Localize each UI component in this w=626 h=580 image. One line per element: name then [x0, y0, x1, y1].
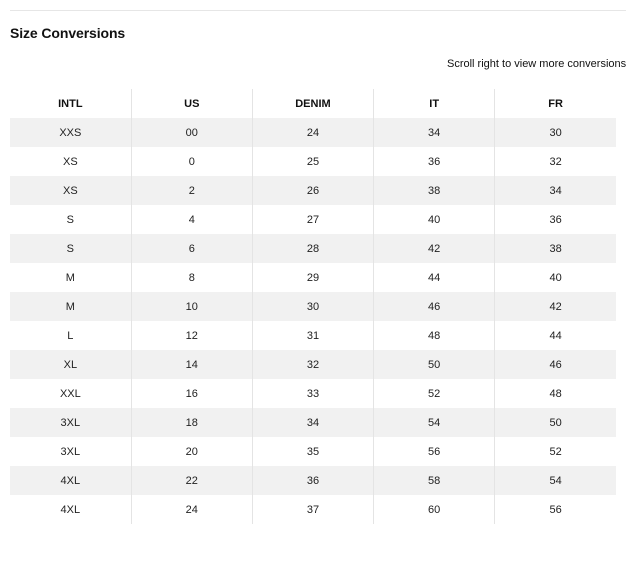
- cell-intl: 3XL: [60, 445, 81, 458]
- cell-denim: 33: [252, 379, 373, 408]
- cell-it: 54: [374, 408, 495, 437]
- cell-it: 46: [374, 292, 495, 321]
- cell-denim: 25: [252, 147, 373, 176]
- cell-fr: 30: [495, 118, 616, 147]
- table-row: [10, 263, 616, 292]
- column-header-us: US: [131, 89, 252, 118]
- cell-it: 38: [374, 176, 495, 205]
- cell-fr: 52: [495, 437, 616, 466]
- top-divider: [10, 10, 626, 11]
- cell-fr: 56: [495, 495, 616, 524]
- cell-it: 44: [374, 263, 495, 292]
- cell-denim: 34: [252, 408, 373, 437]
- column-header-denim: DENIM: [252, 89, 373, 118]
- cell-denim: 29: [252, 263, 373, 292]
- cell-intl: S: [66, 213, 75, 226]
- cell-us: 0: [131, 147, 252, 176]
- table-body: [10, 118, 616, 524]
- cell-denim: 31: [252, 321, 373, 350]
- cell-intl: M: [10, 292, 131, 321]
- cell-intl: L: [67, 329, 74, 342]
- cell-fr: 34: [495, 176, 616, 205]
- cell-denim: 24: [252, 118, 373, 147]
- table-row: [10, 408, 616, 437]
- cell-fr: 40: [495, 263, 616, 292]
- cell-denim: 30: [252, 292, 373, 321]
- cell-us: 10: [131, 292, 252, 321]
- cell-it: 36: [374, 147, 495, 176]
- cell-denim: 36: [252, 466, 373, 495]
- cell-us: 22: [131, 466, 252, 495]
- cell-it: 56: [374, 437, 495, 466]
- cell-fr: 38: [495, 234, 616, 263]
- cell-denim: 26: [252, 176, 373, 205]
- table-row: [10, 379, 616, 408]
- cell-fr: 54: [495, 466, 616, 495]
- cell-intl: XS: [63, 155, 78, 168]
- cell-intl: XXL: [59, 387, 81, 400]
- cell-it: 52: [374, 379, 495, 408]
- cell-denim: 27: [252, 205, 373, 234]
- cell-it: 40: [374, 205, 495, 234]
- column-header-intl: INTL: [58, 97, 83, 110]
- cell-it: 34: [374, 118, 495, 147]
- cell-us: 8: [131, 263, 252, 292]
- cell-it: 60: [374, 495, 495, 524]
- cell-it: 50: [374, 350, 495, 379]
- table-row: [10, 147, 616, 176]
- cell-us: 20: [131, 437, 252, 466]
- table-row: [10, 495, 616, 524]
- cell-intl: XS: [10, 176, 131, 205]
- column-header-fr: FR: [495, 89, 616, 118]
- cell-us: 24: [131, 495, 252, 524]
- cell-fr: 32: [495, 147, 616, 176]
- table-header-row: [10, 89, 616, 118]
- table-row: [10, 350, 616, 379]
- cell-it: 48: [374, 321, 495, 350]
- cell-fr: 36: [495, 205, 616, 234]
- table-row: [10, 466, 616, 495]
- cell-intl: 3XL: [10, 408, 131, 437]
- column-header-it: IT: [374, 89, 495, 118]
- cell-intl: S: [10, 234, 131, 263]
- cell-fr: 44: [495, 321, 616, 350]
- cell-fr: 50: [495, 408, 616, 437]
- table-row: [10, 118, 616, 147]
- cell-denim: 37: [252, 495, 373, 524]
- table-row: [10, 292, 616, 321]
- cell-intl: 4XL: [60, 503, 81, 516]
- scroll-hint: Scroll right to view more conversions: [447, 58, 626, 70]
- cell-us: 4: [131, 205, 252, 234]
- cell-intl: M: [65, 271, 75, 284]
- cell-fr: 46: [495, 350, 616, 379]
- cell-us: 12: [131, 321, 252, 350]
- cell-fr: 42: [495, 292, 616, 321]
- table-row: [10, 437, 616, 466]
- cell-intl: 4XL: [10, 466, 131, 495]
- size-conversion-table: [10, 89, 616, 524]
- cell-intl: XXS: [10, 118, 131, 147]
- page-title: Size Conversions: [10, 25, 126, 41]
- cell-us: 00: [131, 118, 252, 147]
- cell-intl: XL: [10, 350, 131, 379]
- cell-us: 6: [131, 234, 252, 263]
- cell-us: 14: [131, 350, 252, 379]
- cell-us: 18: [131, 408, 252, 437]
- cell-denim: 35: [252, 437, 373, 466]
- cell-fr: 48: [495, 379, 616, 408]
- cell-it: 42: [374, 234, 495, 263]
- cell-it: 58: [374, 466, 495, 495]
- size-table-scroll-container[interactable]: [10, 89, 580, 524]
- table-row: [10, 205, 616, 234]
- cell-denim: 28: [252, 234, 373, 263]
- cell-us: 2: [131, 176, 252, 205]
- table-row: [10, 321, 616, 350]
- table-row: [10, 176, 616, 205]
- cell-denim: 32: [252, 350, 373, 379]
- cell-us: 16: [131, 379, 252, 408]
- table-row: [10, 234, 616, 263]
